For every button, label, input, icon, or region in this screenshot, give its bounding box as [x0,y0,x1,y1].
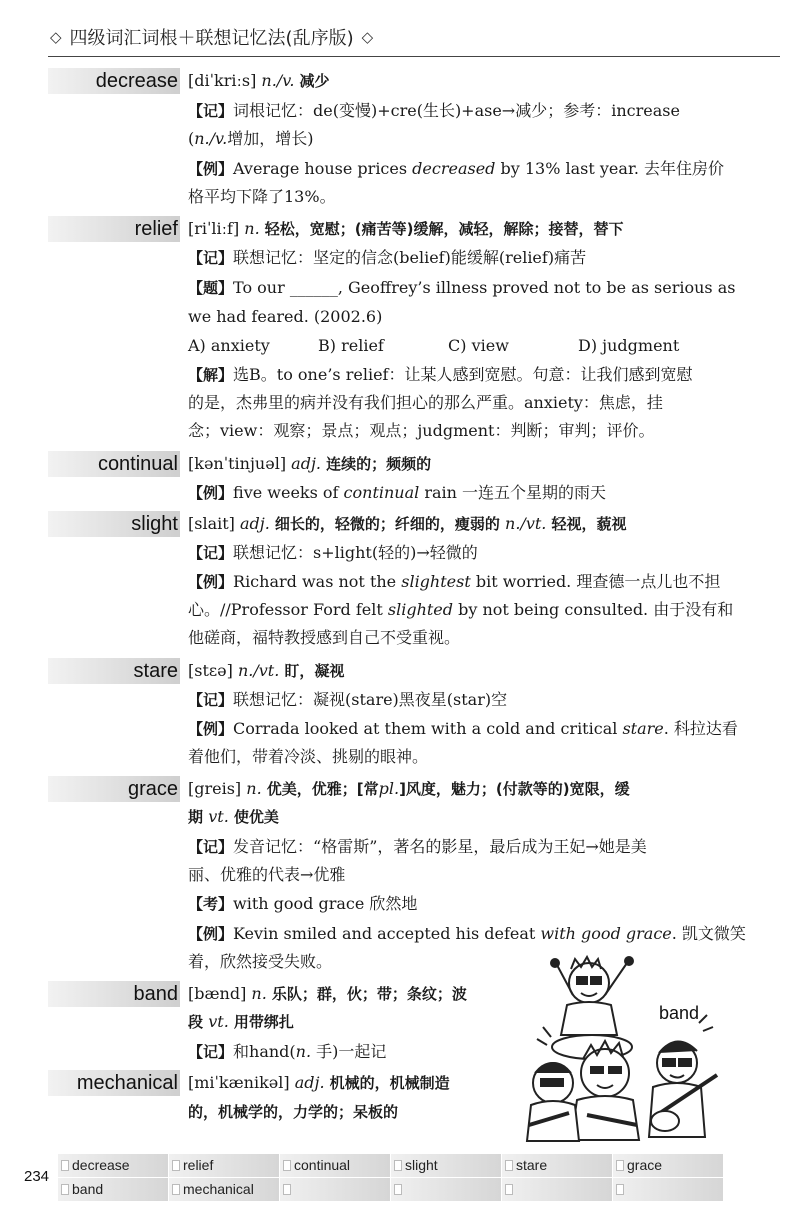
footer-word: mechanical [169,1178,279,1201]
footer-word: band [58,1178,168,1201]
grace-definition-cont: 期 vt. 使优美 [188,807,279,826]
header-rule [48,56,780,57]
option-a: A) anxiety [188,336,270,355]
grace-exam-note: 【考】with good grace 欣然地 [188,894,418,913]
relief-question: 【题】To our ______, Geoffrey’s illness proved not to be as serious as [188,278,736,297]
relief-explanation: 【解】选B。to one’s relief：让某人感到宽慰。句意：让我们感到宽慰 [188,365,693,384]
band-definition-cont: 段 vt. 用带绑扎 [188,1012,294,1031]
headword-relief: relief [48,216,180,242]
option-c: C) view [448,336,509,355]
relief-explanation-3: 念；view：观察；景点；观点；judgment：判断；审判；评价。 [188,421,655,440]
band-memo: 【记】和hand(n. 手)一起记 [188,1042,387,1061]
option-b: B) relief [318,336,384,355]
headword-band: band [48,981,180,1007]
decrease-memo-cont: (n./v.增加，增长) [188,129,314,148]
slight-memo: 【记】联想记忆：s+light(轻的)→轻微的 [188,543,478,562]
footer-word [280,1178,390,1201]
decrease-example: 【例】Average house prices decreased by 13% last year. 去年住房价 [188,159,725,178]
stare-memo: 【记】联想记忆：凝视(stare)黑夜星(star)空 [188,690,508,709]
mechanical-definition: [miˈkænikəl] adj. 机械的，机械制造 [188,1073,450,1092]
stare-example: 【例】Corrada looked at them with a cold and critical stare. 科拉达看 [188,719,738,738]
slight-example-2: 心。//Professor Ford felt slighted by not being consulted. 由于没有和 [188,600,734,619]
relief-explanation-2: 的是，杰弗里的病并没有我们担心的那么严重。anxiety：焦虑，挂 [188,393,663,412]
footer-word: decrease [58,1154,168,1177]
slight-example-3: 他磋商，福特教授感到自己不受重视。 [188,628,461,647]
relief-memo: 【记】联想记忆：坚定的信念(belief)能缓解(relief)痛苦 [188,248,587,267]
continual-definition: [kənˈtinjuəl] adj. 连续的；频频的 [188,454,432,473]
grace-example-cont: 着，欣然接受失败。 [188,952,333,971]
headword-continual: continual [48,451,180,477]
grace-memo: 【记】发音记忆：“格雷斯”，著名的影星，最后成为王妃→她是美 [188,837,647,856]
band-definition: [bænd] n. 乐队；群，伙；带；条纹；波 [188,984,467,1003]
footer-word: grace [613,1154,723,1177]
slight-definition: [slait] adj. 细长的，轻微的；纤细的，瘦弱的 n./vt. 轻视，藐视 [188,514,627,533]
stare-definition: [stɛə] n./vt. 盯，凝视 [188,661,345,680]
headword-stare: stare [48,658,180,684]
footer-word: stare [502,1154,612,1177]
running-header [50,22,373,52]
footer-word [391,1178,501,1201]
cartoon-band-label: band [659,1003,700,1023]
footer-word: slight [391,1154,501,1177]
footer-word: relief [169,1154,279,1177]
headword-grace: grace [48,776,180,802]
headword-mechanical: mechanical [48,1070,180,1096]
grace-example: 【例】Kevin smiled and accepted his defeat with good grace. 凯文微笑 [188,924,746,943]
decrease-definition: [diˈkriːs] n./v. 减少 [188,71,330,90]
headword-decrease: decrease [48,68,180,94]
continual-example: 【例】five weeks of continual rain 一连五个星期的雨天 [188,483,607,502]
slight-example: 【例】Richard was not the slightest bit worried. 理查德一点儿也不担 [188,572,721,591]
band-cartoon-illustration [527,955,727,1145]
footer-word-index [58,1154,718,1200]
mechanical-definition-cont: 的，机械学的，力学的；呆板的 [188,1103,399,1121]
decrease-memo: 【记】词根记忆：de(变慢)+cre(生长)+ase→减少；参考：increase [188,101,680,120]
relief-options [188,335,722,357]
relief-question-cont: we had feared. (2002.6) [188,307,383,326]
stare-example-2: 着他们，带着冷淡、挑剔的眼神。 [188,747,429,766]
headword-slight: slight [48,511,180,537]
relief-definition: [riˈliːf] n. 轻松，宽慰；(痛苦等)缓解，减轻，解除；接替，替下 [188,219,624,238]
grace-memo-cont: 丽、优雅的代表→优雅 [188,865,346,884]
diamond-bullet-icon: ◇ [50,28,62,46]
page-number: 234 [24,1168,50,1185]
footer-word [502,1178,612,1201]
decrease-example-cont: 格平均下降了13%。 [188,187,336,206]
diamond-bullet-icon: ◇ [361,28,374,46]
grace-definition: [greis] n. 优美，优雅；[常pl.]风度，魅力；(付款等的)宽限，缓 [188,779,630,798]
footer-word [613,1178,723,1201]
header-title: 四级词汇词根＋联想记忆法(乱序版) [69,28,354,49]
footer-word: continual [280,1154,390,1177]
option-d: D) judgment [578,336,680,355]
